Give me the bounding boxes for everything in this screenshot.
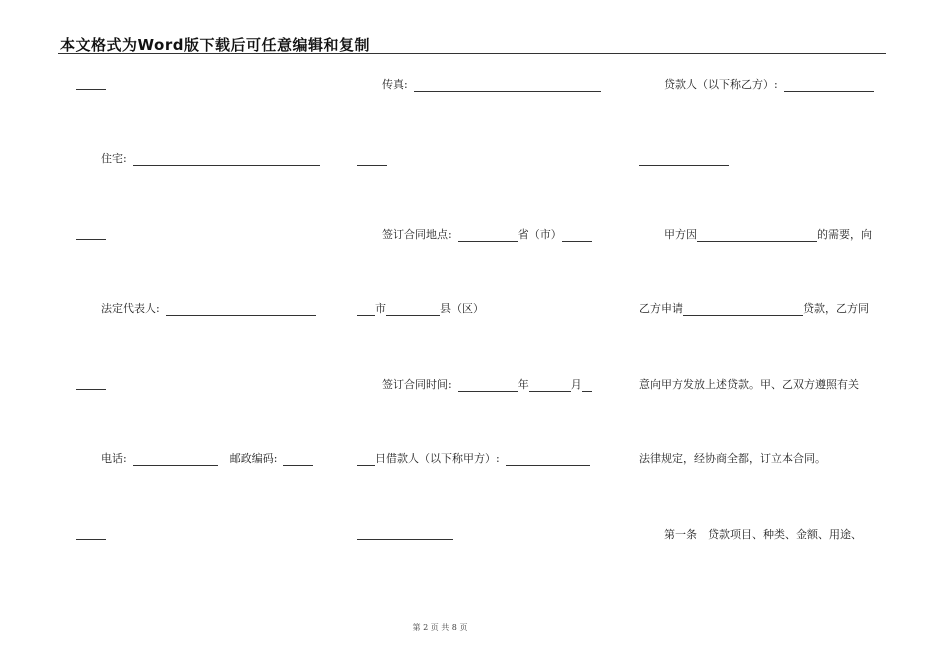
- sign-place-label: 签订合同地点:: [382, 228, 452, 241]
- sign-time-line: [382, 378, 592, 392]
- legal-rep-line: [101, 302, 316, 316]
- blank-line-5: [357, 152, 387, 166]
- reason-line: [664, 228, 872, 242]
- reason-suffix: 的需要，向: [817, 228, 872, 241]
- day-borrower-line: [357, 452, 590, 466]
- phone-label: 电话:: [101, 452, 127, 465]
- phone-postcode-line: [101, 452, 313, 466]
- city-label: 市: [375, 302, 386, 315]
- apply-line: [639, 302, 869, 316]
- header-rule: [58, 53, 886, 54]
- lender-label: 贷款人（以下称乙方）:: [664, 78, 778, 91]
- agree-line: 意向甲方发放上述贷款。甲、乙双方遵照有关: [639, 378, 859, 391]
- law-line: 法律规定，经协商全都，订立本合同。: [639, 452, 826, 465]
- blank-line-6: [357, 526, 453, 540]
- province-label: 省（市）: [517, 228, 562, 241]
- blank-line-3: [76, 376, 106, 390]
- legal-rep-label: 法定代表人:: [101, 302, 160, 315]
- sign-time-label: 签订合同时间:: [382, 378, 452, 391]
- day-borrower-label: 日借款人（以下称甲方）:: [375, 452, 500, 465]
- residence-label: 住宅:: [101, 152, 127, 165]
- apply-suffix: 贷款，乙方同: [803, 302, 869, 315]
- article-1-heading: 第一条 贷款项目、种类、金额、用途、: [664, 528, 862, 541]
- fax-label: 传真:: [382, 78, 408, 91]
- month-label: 月: [570, 378, 582, 391]
- city-county-line: [357, 302, 484, 316]
- apply-prefix: 乙方申请: [639, 302, 683, 315]
- blank-line-1: [76, 76, 106, 90]
- fax-line: [382, 78, 601, 92]
- reason-prefix: 甲方因: [664, 228, 697, 241]
- lender-line: [664, 78, 874, 92]
- year-label: 年: [517, 378, 529, 391]
- sign-place-line: [382, 228, 592, 242]
- residence-line: [101, 152, 320, 166]
- county-label: 县（区）: [440, 302, 484, 315]
- document-header: 本文格式为Word版下载后可任意编辑和复制: [60, 36, 370, 54]
- blank-line-7: [639, 152, 729, 166]
- page-footer: 第 2 页 共 8 页: [412, 623, 468, 632]
- blank-line-2: [76, 226, 106, 240]
- postcode-label: 邮政编码:: [229, 452, 278, 465]
- blank-line-4: [76, 526, 106, 540]
